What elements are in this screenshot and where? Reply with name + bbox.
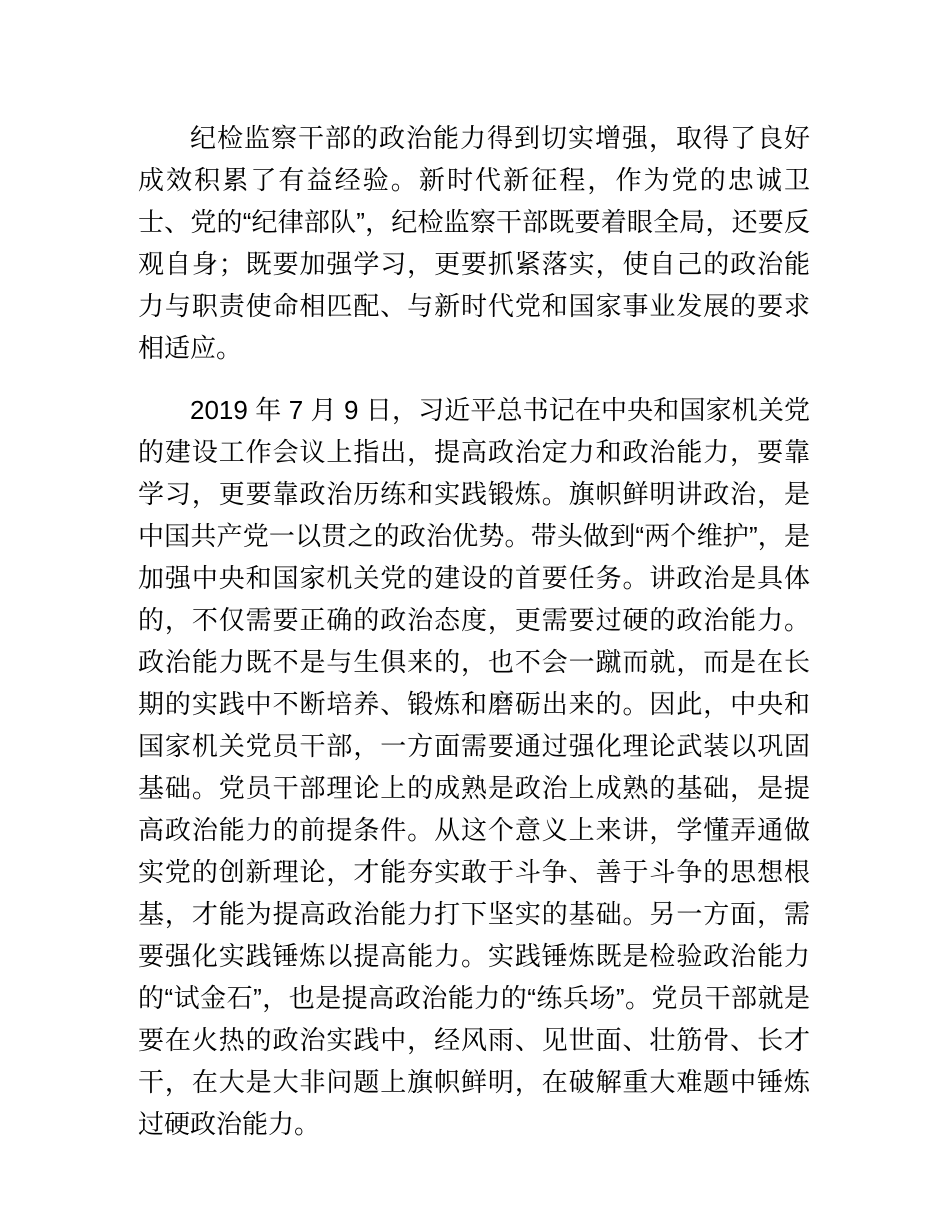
paragraph-1: 纪检监察干部的政治能力得到切实增强，取得了良好成效积累了有益经验。新时代新征程，作为党的忠诚卫士、党的“纪律部队”，纪检监察干部既要着眼全局，还要反观自身；既要加强学习，更要抓紧落实，使自己的政治能力与职责使命相匹配、与新时代党和国家事业发展的要求相适应。 <box>138 123 810 363</box>
document-body <box>138 117 810 1145</box>
paragraph-2: 2019 年 7 月 9 日，习近平总书记在中央和国家机关党的建设工作会议上指出，提高政治定力和政治能力，要靠学习，更要靠政治历练和实践锻炼。旗帜鲜明讲政治，是中国共产党一以贯之的政治优势。带头做到“两个维护”，是加强中央和国家机关党的建设的首要任务。讲政治是具体的，不仅需要正确的政治态度，更需要过硬的政治能力。政治能力既不是与生俱来的，也不会一蹴而就，而是在长期的实践中不断培养、锻炼和磨砺出来的。因此，中央和国家机关党员干部，一方面需要通过强化理论武装以巩固基础。党员干部理论上的成熟是政治上成熟的基础，是提高政治能力的前提条件。从这个意义上来讲，学懂弄通做实党的创新理论，才能夯实敢于斗争、善于斗争的思想根基，才能为提高政治能力打下坚实的基础。另一方面，需要强化实践锤炼以提高能力。实践锤炼既是检验政治能力的“试金石”，也是提高政治能力的“练兵场”。党员干部就是要在火热的政治实践中，经风雨、见世面、壮筋骨、长才干，在大是大非问题上旗帜鲜明，在破解重大难题中锤炼过硬政治能力。 <box>138 395 810 1139</box>
